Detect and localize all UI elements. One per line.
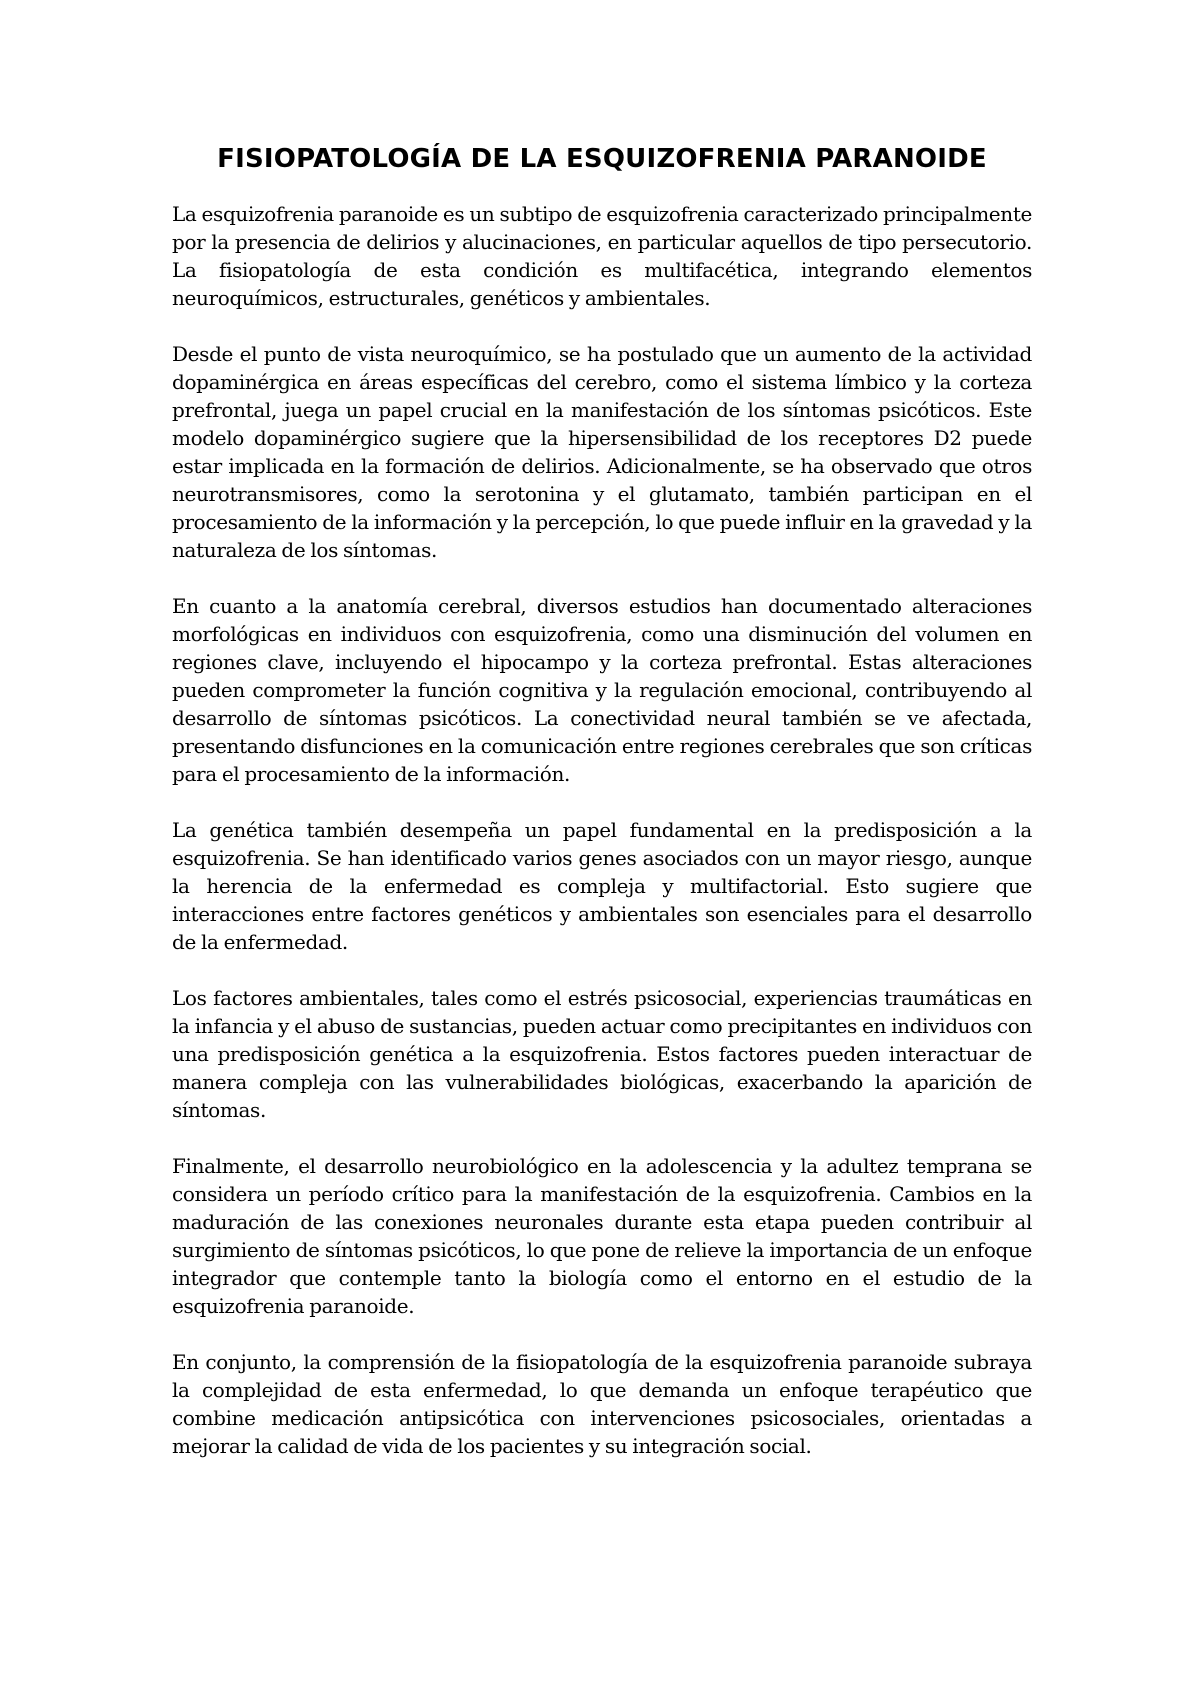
paragraph-environmental-factors: Los factores ambientales, tales como el estrés psicosocial, experiencias traumáticas en la infancia y el abuso de sustancias, pueden actuar como precipitantes en individuos con una predisposición genética a la esquizofrenia. Estos factores pueden interactuar de manera compleja con las vulnerabilidades biológicas, exacerbando la aparición de síntomas. — [172, 986, 1032, 1122]
paragraph-neurodevelopment: Finalmente, el desarrollo neurobiológico en la adolescencia y la adultez temprana se considera un período crítico para la manifestación de la esquizofrenia. Cambios en la maduración de las conexiones neuronales durante esta etapa pueden contribuir al surgimiento de síntomas psicóticos, lo que pone de relieve la importancia de un enfoque integrador que contemple tanto la biología como el entorno en el estudio de la esquizofrenia paranoide. — [172, 1154, 1032, 1318]
paragraph-conclusion: En conjunto, la comprensión de la fisiopatología de la esquizofrenia paranoide subraya la complejidad de esta enfermedad, lo que demanda un enfoque terapéutico que combine medicación antipsicótica con intervenciones psicosociales, orientadas a mejorar la calidad de vida de los pacientes y su integración social. — [172, 1350, 1032, 1458]
document-body — [172, 142, 1032, 1488]
document-title: FISIOPATOLOGÍA DE LA ESQUIZOFRENIA PARANOIDE — [217, 144, 987, 174]
paragraph-genetics: La genética también desempeña un papel fundamental en la predisposición a la esquizofrenia. Se han identificado varios genes asociados con un mayor riesgo, aunque la herencia de la enfermedad es compleja y multifactorial. Esto sugiere que interacciones entre factores genéticos y ambientales son esenciales para el desarrollo de la enfermedad. — [172, 818, 1032, 954]
paragraph-brain-anatomy: En cuanto a la anatomía cerebral, diversos estudios han documentado alteraciones morfológicas en individuos con esquizofrenia, como una disminución del volumen en regiones clave, incluyendo el hipocampo y la corteza prefrontal. Estas alteraciones pueden comprometer la función cognitiva y la regulación emocional, contribuyendo al desarrollo de síntomas psicóticos. La conectividad neural también se ve afectada, presentando disfunciones en la comunicación entre regiones cerebrales que son críticas para el procesamiento de la información. — [172, 594, 1032, 786]
paragraph-neurochemistry: Desde el punto de vista neuroquímico, se ha postulado que un aumento de la actividad dopaminérgica en áreas específicas del cerebro, como el sistema límbico y la corteza prefrontal, juega un papel crucial en la manifestación de los síntomas psicóticos. Este modelo dopaminérgico sugiere que la hipersensibilidad de los receptores D2 puede estar implicada en la formación de delirios. Adicionalmente, se ha observado que otros neurotransmisores, como la serotonina y el glutamato, también participan en el procesamiento de la información y la percepción, lo que puede influir en la gravedad y la naturaleza de los síntomas. — [172, 342, 1032, 562]
paragraph-intro: La esquizofrenia paranoide es un subtipo de esquizofrenia caracterizado principalmente por la presencia de delirios y alucinaciones, en particular aquellos de tipo persecutorio. La fisiopatología de esta condición es multifacética, integrando elementos neuroquímicos, estructurales, genéticos y ambientales. — [172, 202, 1032, 310]
